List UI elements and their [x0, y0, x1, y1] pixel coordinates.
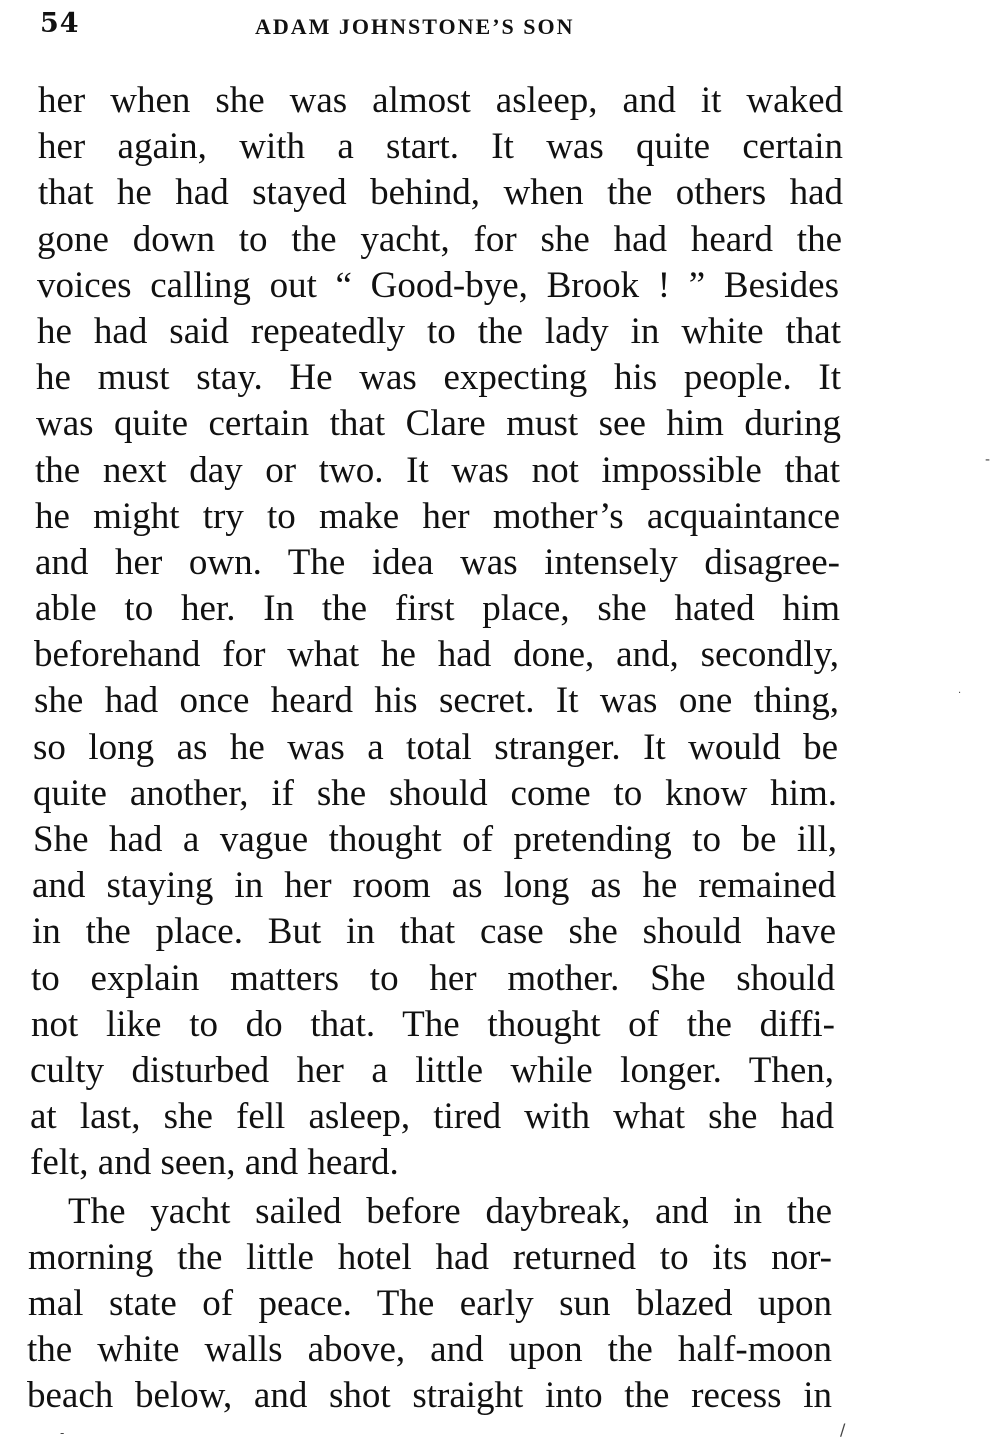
scan-speck: / — [840, 1420, 846, 1439]
text-line: her when she was almost asleep, and it waked — [38, 80, 843, 121]
text-line: the next day or two. It was not impossible that — [35, 449, 840, 491]
text-line: beforehand for what he had done, and, secondly, — [34, 634, 839, 676]
body-text — [0, 78, 1000, 1419]
text-line: culty disturbed her a little while longer. Then, — [30, 1049, 834, 1091]
text-line: able to her. In the first place, she hated him — [35, 588, 840, 630]
text-line: She had a vague thought of pretending to be ill, — [33, 819, 837, 860]
text-line: she had once heard his secret. It was one thing, — [34, 680, 839, 722]
paragraph-1 — [0, 78, 1000, 1187]
text-line: and staying in her room as long as he remained — [32, 865, 836, 907]
text-line: beach below, and shot straight into the recess in — [27, 1375, 832, 1417]
text-line: at last, she fell asleep, tired with what she had — [30, 1096, 834, 1138]
page-number: 54 — [40, 8, 80, 39]
text-line: not like to do that. The thought of the diffi- — [31, 1003, 835, 1045]
text-line: the white walls above, and upon the half-moon — [27, 1329, 832, 1371]
text-line: in the place. But in that case she should have — [32, 911, 836, 953]
text-line: that he had stayed behind, when the others had — [38, 172, 843, 214]
page-header — [40, 8, 840, 48]
scan-speck: - — [60, 1426, 65, 1440]
text-line: mal state of peace. The early sun blazed upon — [28, 1282, 832, 1324]
text-line: he had said repeatedly to the lady in white that — [37, 310, 841, 352]
text-line: felt, and seen, and heard. — [30, 1142, 399, 1184]
text-line: so long as he was a total stranger. It would be — [33, 726, 838, 768]
text-line: he must stay. He was expecting his people. It — [36, 357, 841, 399]
text-line: to explain matters to her mother. She should — [31, 957, 835, 999]
text-line: The yacht sailed before daybreak, and in the — [68, 1190, 832, 1232]
text-line: morning the little hotel had returned to its nor- — [28, 1236, 832, 1278]
text-line: he might try to make her mother’s acquaintance — [35, 495, 840, 537]
text-line: was quite certain that Clare must see him during — [36, 403, 841, 445]
text-line: gone down to the yacht, for she had heard the — [37, 218, 842, 260]
text-line: her again, with a start. It was quite certain — [38, 126, 843, 168]
text-line: quite another, if she should come to know him. — [33, 772, 837, 814]
running-title: ADAM JOHNSTONE’S SON — [255, 14, 575, 39]
text-line: and her own. The idea was intensely disagree- — [35, 541, 840, 583]
scan-speck: - — [985, 452, 991, 468]
text-line: voices calling out “ Good-bye, Brook ! ” Besides — [37, 264, 839, 306]
scan-speck: · — [958, 688, 962, 699]
paragraph-2 — [0, 1189, 1000, 1420]
